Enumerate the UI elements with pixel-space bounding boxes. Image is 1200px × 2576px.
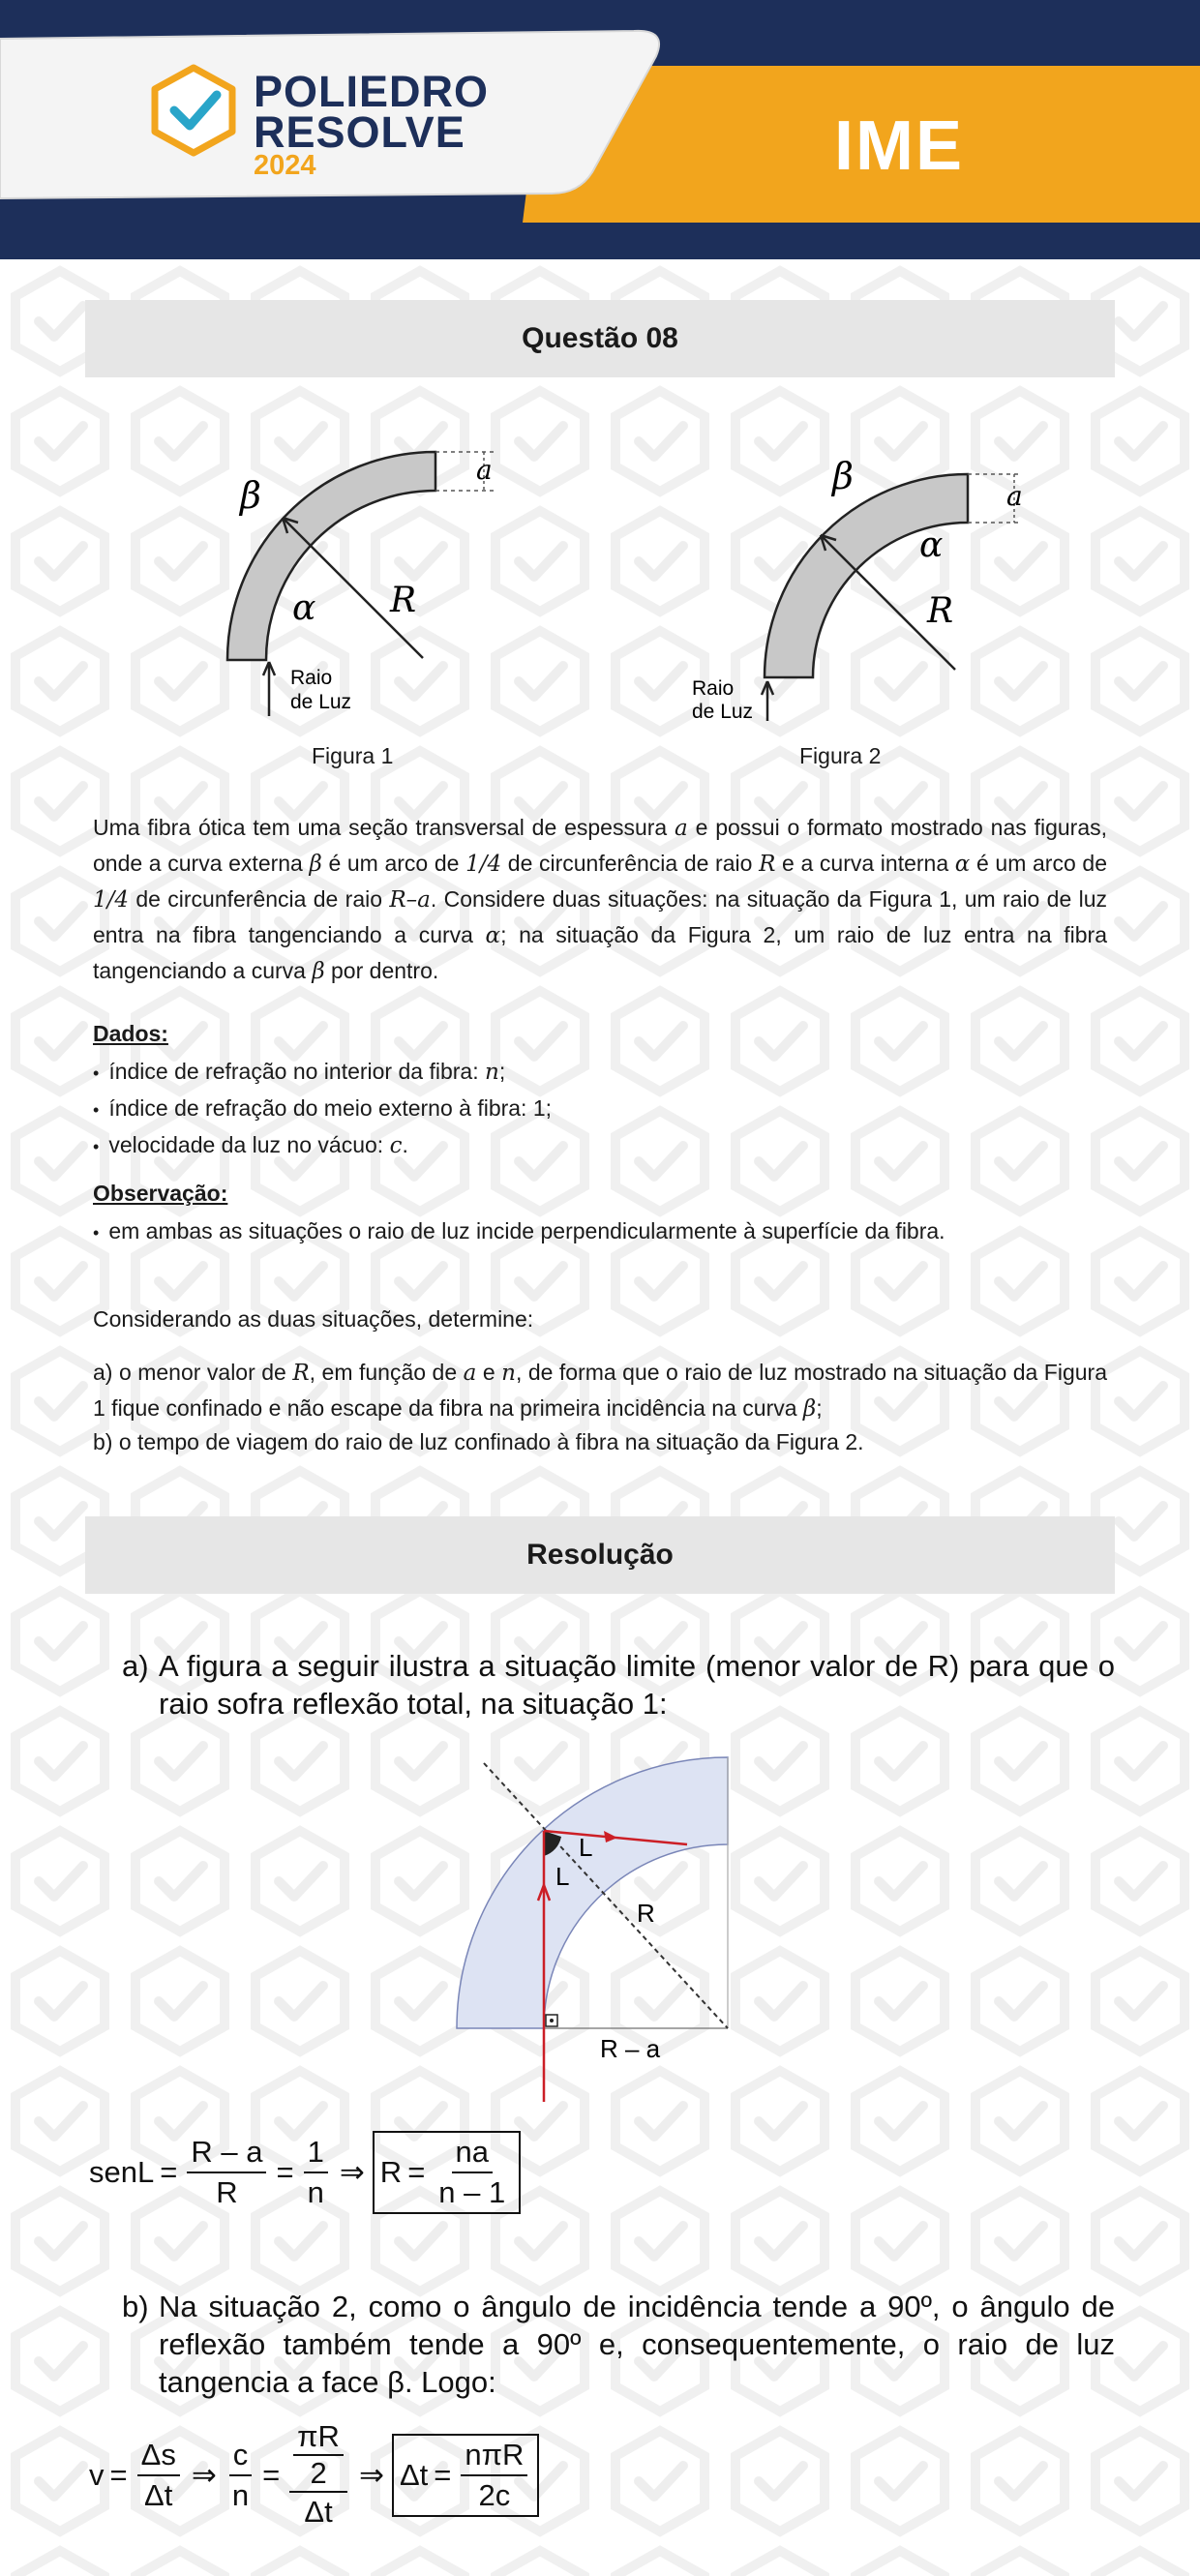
item-b-statement: b) o tempo de viagem do raio de luz confinado à fibra na situação da Figura 2. <box>93 1429 864 1454</box>
brand-name-line1: POLIEDRO <box>254 67 490 116</box>
list-item: • índice de refração do meio externo à fibra: 1; <box>93 1091 552 1127</box>
figure-1-caption: Figura 1 <box>312 743 394 768</box>
fig1-a-label: a <box>476 454 493 486</box>
resolution-b-text: b) Na situação 2, como o ângulo de incidência tende a 90º, o ângulo de reflexão também tende a 90º e, consequentemente, o raio de luz tangencia a face β. Logo: <box>122 2290 1115 2399</box>
fig1-alpha-label: α <box>292 588 316 628</box>
observacao-heading: Observação: <box>93 1181 228 1206</box>
fig1-R-label: R <box>390 581 417 620</box>
fig1-beta-label: β <box>240 474 261 517</box>
dados-list <box>93 1054 552 1164</box>
fig2-a-label: a <box>1006 480 1023 512</box>
fig2-ray-label-line2: de Luz <box>692 701 754 723</box>
diagram-L-label-1: L <box>579 1833 593 1862</box>
question-title-bar <box>85 300 1115 377</box>
result-box-b: Δt = $\frac{\text{nπR}}{2c}$ <box>392 2434 539 2517</box>
figure-2-caption: Figura 2 <box>799 743 882 768</box>
diagram-R-label: R <box>637 1899 655 1928</box>
observacao-list <box>93 1213 945 1250</box>
fig1-ray-label-line2: de Luz <box>290 691 352 713</box>
resolution-title: Resolução <box>526 1539 674 1571</box>
list-item: • velocidade da luz no vácuo: c. <box>93 1127 552 1164</box>
fig2-R-label: R <box>927 591 954 631</box>
diagram-L-label-2: L <box>555 1862 570 1891</box>
fig2-alpha-label: α <box>919 525 944 565</box>
list-item: • em ambas as situações o raio de luz incide perpendicularmente à superfície da fibra. <box>93 1213 945 1250</box>
figure-2-diagram <box>677 445 1045 726</box>
equation-a: senL = $\frac{R - a}{R}$ = $\frac{1}{n}$ ⇒ R = $\frac{na}{n - 1}$ <box>89 2131 521 2214</box>
fig2-ray-label-line1: Raio <box>692 677 735 700</box>
brand-name-line2: RESOLVE <box>254 107 465 157</box>
resolution-title-bar <box>85 1516 1115 1594</box>
item-a-statement: a) o menor valor de R, em função de a e n, de forma que o raio de luz mostrado na situação da Figura 1 fique confinado e não escape da fibra na primeira incidência na curva β; <box>93 1360 1107 1422</box>
brand-year: 2024 <box>254 150 316 181</box>
exam-name: IME <box>834 107 965 185</box>
question-statement: Uma fibra ótica tem uma seção transversal de espessura a e possui o formato mostrado nas figuras, onde a curva externa β é um arco de 1/4 de circunferência de raio R e a curva interna α é um arco de 1/4 de circunferência de raio R–a. Considere duas situações: na situação da Figura 1, um raio de luz entra na fibra tangenciando a curva α; na situação da Figura 2, um raio de luz entra na fibra tangenciando a curva β por dentro. <box>93 815 1107 984</box>
fig1-ray-label-line1: Raio <box>290 667 333 689</box>
question-title: Questão 08 <box>522 322 678 354</box>
figure-1-diagram <box>203 435 523 726</box>
diagram-R-minus-a-label: R – a <box>600 2034 661 2063</box>
dados-heading: Dados: <box>93 1021 168 1046</box>
fig2-beta-label: β <box>832 455 854 497</box>
list-item: • índice de refração no interior da fibra: n; <box>93 1054 552 1091</box>
result-box-a: R = $\frac{na}{n - 1}$ <box>373 2131 521 2214</box>
considering-text: Considerando as duas situações, determine: <box>93 1306 534 1332</box>
resolution-diagram <box>455 1750 745 2108</box>
resolution-a-text: a) A figura a seguir ilustra a situação limite (menor valor de R) para que o raio sofra reflexão total, na situação 1: <box>122 1649 1115 1721</box>
equation-b: v = $\frac{\Delta s}{\Delta t}$ ⇒ $\frac{c}{n}$ = $\frac{\frac{\pi R}{2}}{\Delta t}$ ⇒ Δt = $\frac{\text{nπR}}{2c}$ <box>89 2421 539 2530</box>
